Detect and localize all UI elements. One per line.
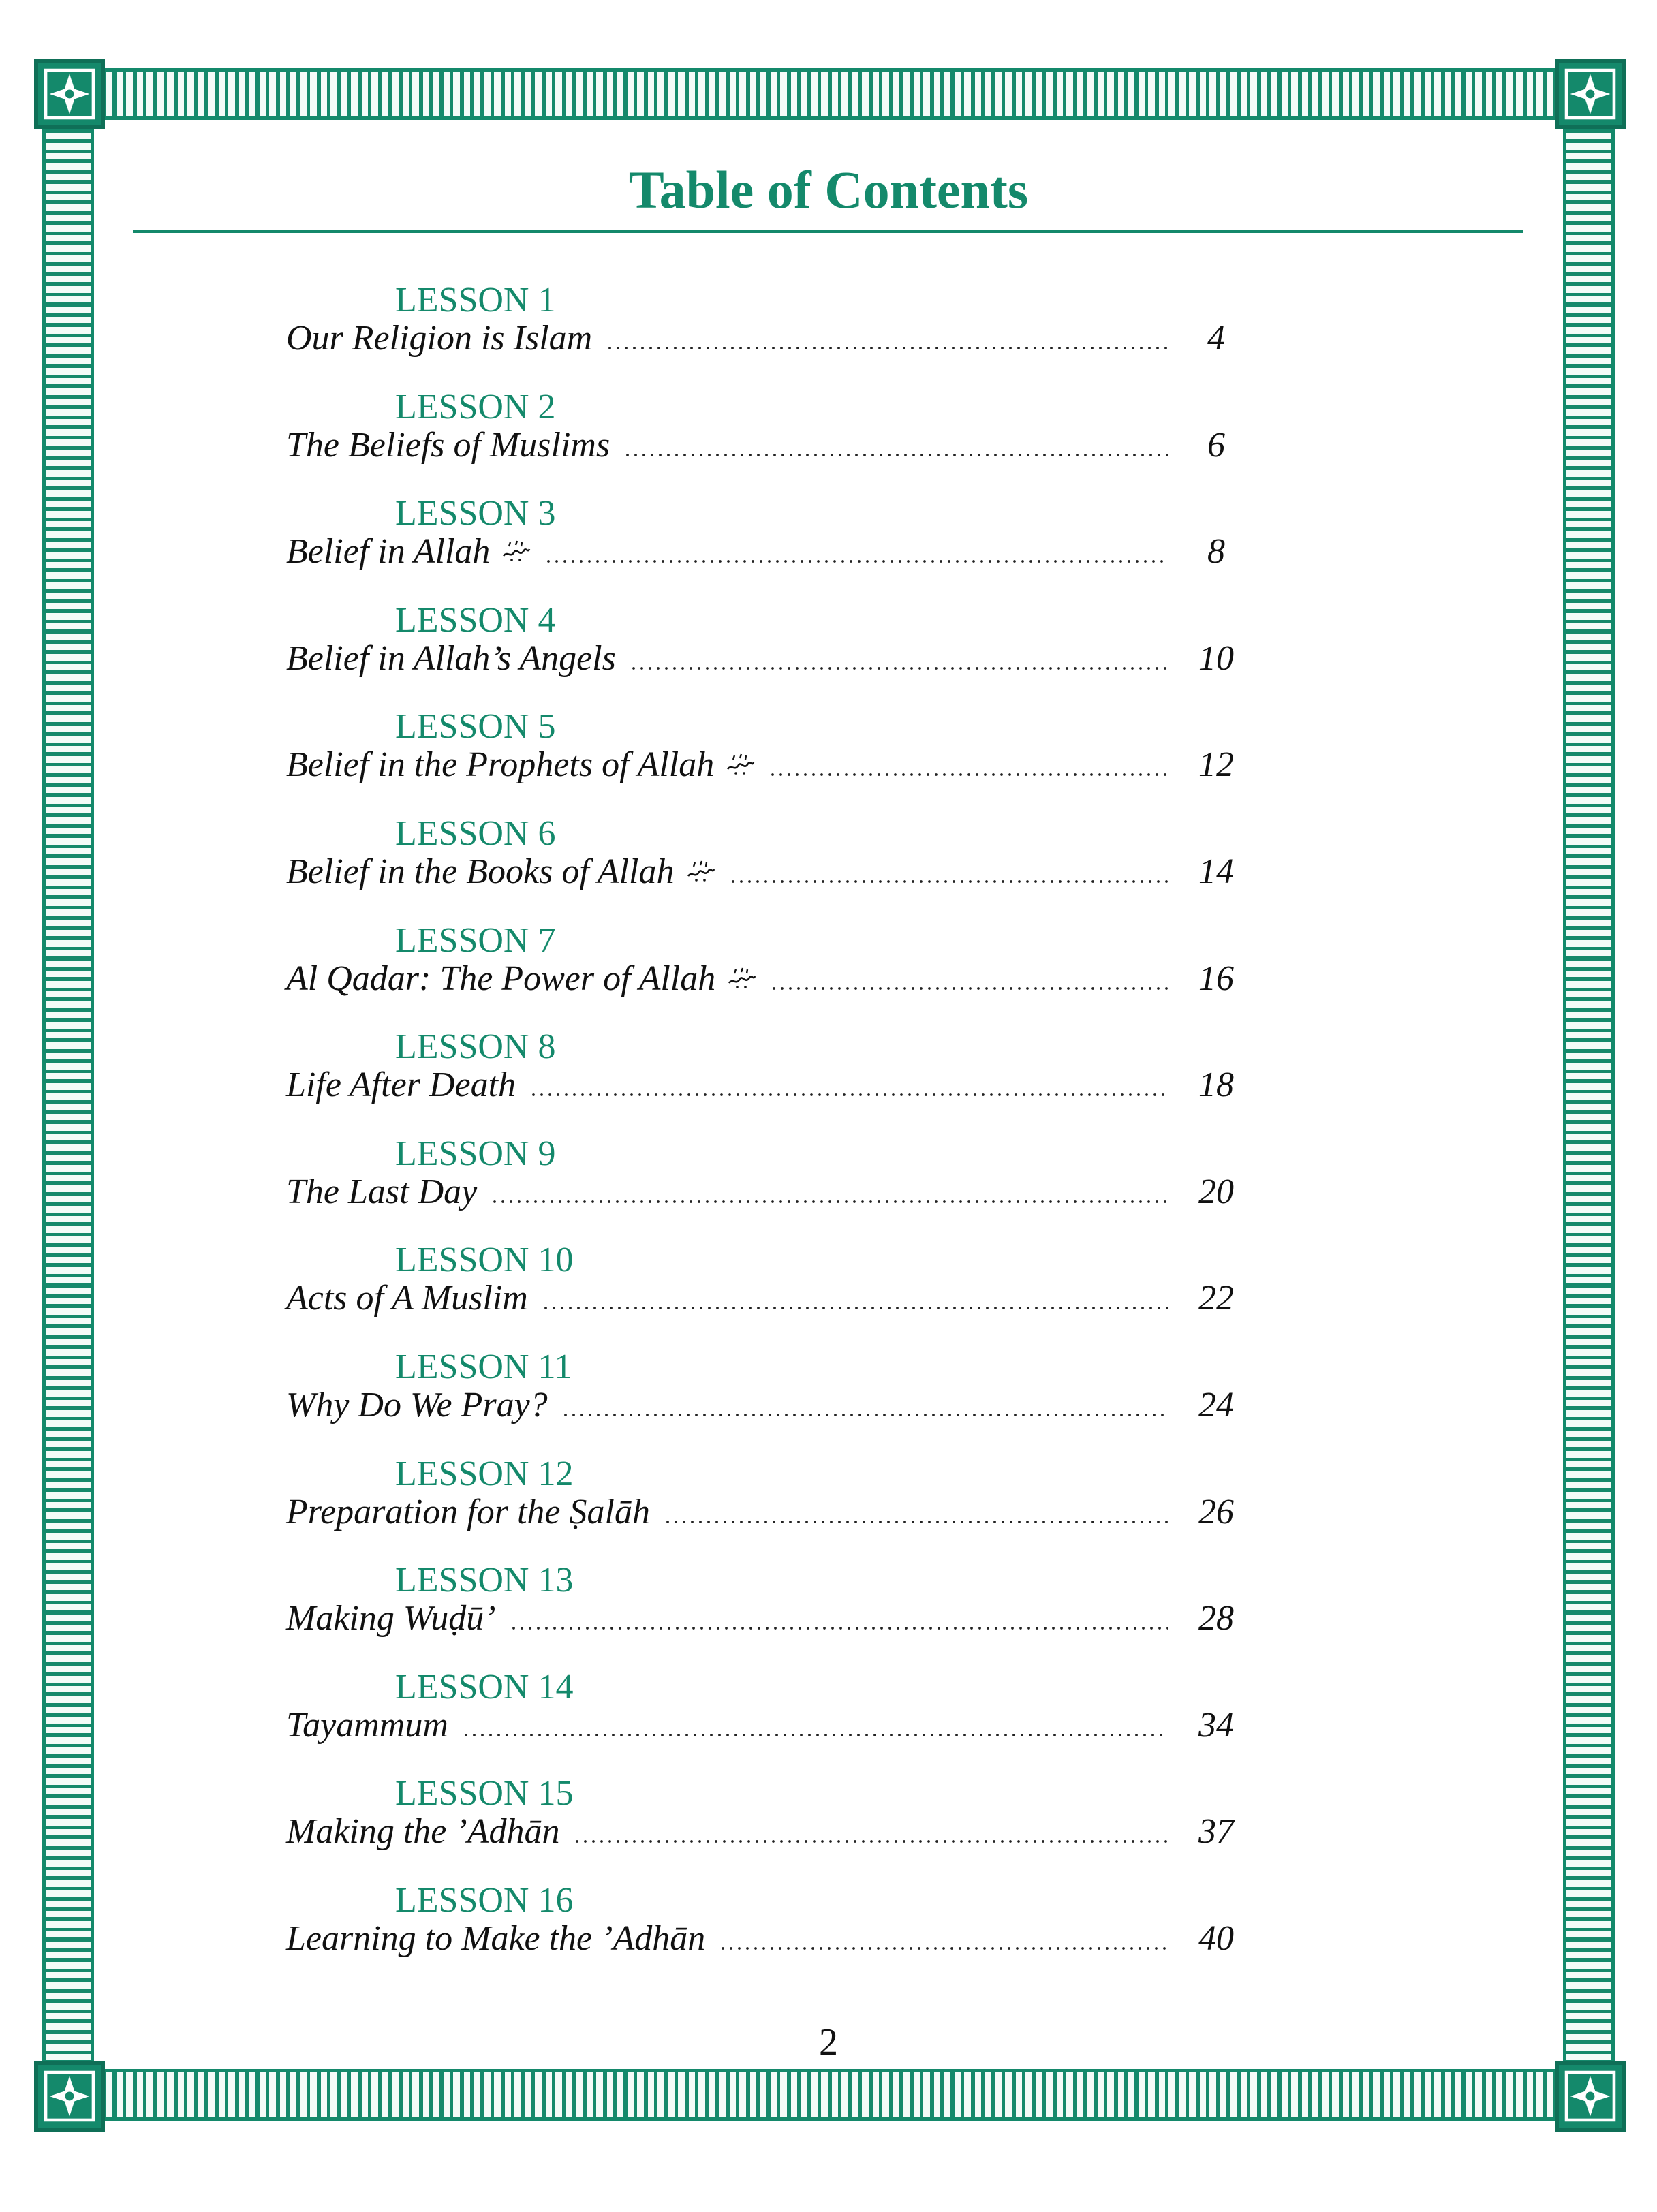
dot-leader (606, 346, 1168, 350)
lesson-label: LESSON 11 (395, 1347, 572, 1386)
lesson-title: Belief in Allah (286, 532, 491, 572)
page-reference: 8 (1207, 532, 1225, 572)
toc-entry-lesson-8[interactable] (286, 1026, 1254, 1133)
page-reference: 18 (1198, 1065, 1234, 1105)
lesson-label: LESSON 7 (395, 920, 556, 960)
frame-border-top (68, 68, 1589, 120)
dot-leader (542, 1306, 1168, 1310)
dot-leader (769, 773, 1168, 777)
floral-corner-icon (1555, 2061, 1626, 2132)
dot-leader (664, 1520, 1168, 1524)
dot-leader (462, 1733, 1168, 1737)
lesson-line (286, 1490, 1254, 1535)
lesson-label: LESSON 6 (395, 813, 556, 853)
frame-border-left (42, 119, 94, 2070)
toc-entry-lesson-9[interactable] (286, 1133, 1254, 1240)
page-reference: 28 (1198, 1599, 1234, 1638)
toc-entry-lesson-7[interactable] (286, 920, 1254, 1027)
dot-leader (623, 453, 1168, 457)
dot-leader (491, 1200, 1168, 1204)
lesson-line (286, 636, 1254, 681)
dot-leader (529, 1093, 1168, 1097)
page-reference: 14 (1198, 852, 1234, 891)
page-number: 2 (819, 2021, 838, 2063)
dot-leader (770, 986, 1168, 991)
dot-leader (630, 666, 1168, 670)
page-reference: 40 (1198, 1918, 1234, 1958)
page-reference: 34 (1198, 1705, 1234, 1745)
page-reference: 20 (1198, 1172, 1234, 1211)
lesson-line (286, 1703, 1254, 1748)
lesson-title: Preparation for the Ṣalāh (286, 1492, 650, 1531)
lesson-line (286, 1276, 1254, 1321)
lesson-label: LESSON 16 (395, 1880, 574, 1920)
lesson-line (286, 529, 1254, 574)
toc-entry-lesson-2[interactable] (286, 386, 1254, 493)
toc-entry-lesson-1[interactable] (286, 279, 1254, 386)
lesson-line (286, 423, 1254, 468)
page-reference: 16 (1198, 959, 1234, 998)
dot-leader (729, 879, 1168, 884)
dot-leader (561, 1413, 1168, 1417)
title-divider (133, 230, 1523, 233)
lesson-title: Al Qadar: The Power of Allah (286, 959, 716, 998)
floral-corner-icon (34, 59, 105, 129)
lesson-line (286, 1916, 1254, 1961)
page-reference: 37 (1198, 1812, 1234, 1852)
lesson-line (286, 316, 1254, 361)
lesson-title: The Beliefs of Muslims (286, 425, 610, 465)
lesson-title: Why Do We Pray? (286, 1385, 548, 1424)
toc-entry-lesson-6[interactable] (286, 813, 1254, 920)
toc-entry-lesson-15[interactable] (286, 1773, 1254, 1880)
dot-leader (573, 1839, 1168, 1843)
page-reference: 12 (1198, 745, 1234, 785)
lesson-title: Belief in the Prophets of Allah (286, 745, 715, 785)
lesson-label: LESSON 2 (395, 387, 556, 426)
frame-border-bottom (68, 2069, 1589, 2121)
arabic-honorific-icon (501, 529, 531, 554)
page-reference: 26 (1198, 1492, 1234, 1531)
page-reference: 6 (1207, 425, 1225, 465)
lesson-label: LESSON 8 (395, 1027, 556, 1067)
lesson-title: The Last Day (286, 1172, 478, 1211)
lesson-label: LESSON 1 (395, 281, 556, 320)
dot-leader (544, 559, 1168, 563)
page-reference: 10 (1198, 638, 1234, 678)
lesson-title: Making the ’Adhān (286, 1812, 560, 1852)
lesson-title: Belief in the Books of Allah (286, 852, 675, 891)
lesson-label: LESSON 14 (395, 1667, 574, 1707)
table-of-contents (286, 279, 1254, 1987)
lesson-label: LESSON 10 (395, 1241, 574, 1280)
toc-entry-lesson-16[interactable] (286, 1880, 1254, 1987)
dot-leader (719, 1946, 1168, 1950)
toc-entry-lesson-4[interactable] (286, 599, 1254, 706)
toc-entry-lesson-3[interactable] (286, 493, 1254, 599)
lesson-title: Making Wuḍū’ (286, 1599, 496, 1638)
lesson-line (286, 1383, 1254, 1428)
lesson-title: Belief in Allah’s Angels (286, 638, 616, 678)
arabic-honorific-icon (685, 850, 715, 874)
lesson-line (286, 743, 1254, 788)
lesson-label: LESSON 9 (395, 1134, 556, 1173)
lesson-line (286, 850, 1254, 894)
toc-entry-lesson-13[interactable] (286, 1559, 1254, 1666)
lesson-title: Life After Death (286, 1065, 516, 1105)
lesson-title: Tayammum (286, 1705, 448, 1745)
lesson-title: Our Religion is Islam (286, 319, 593, 358)
lesson-line (286, 1063, 1254, 1108)
lesson-label: LESSON 15 (395, 1774, 574, 1813)
lesson-line (286, 1170, 1254, 1215)
lesson-label: LESSON 12 (395, 1454, 574, 1493)
lesson-title: Learning to Make the ’Adhān (286, 1918, 706, 1958)
arabic-honorific-icon (725, 743, 755, 767)
toc-entry-lesson-10[interactable] (286, 1239, 1254, 1346)
lesson-line (286, 956, 1254, 1001)
page-reference: 22 (1198, 1279, 1234, 1318)
lesson-title: Acts of A Muslim (286, 1279, 528, 1318)
dot-leader (510, 1626, 1168, 1630)
toc-entry-lesson-14[interactable] (286, 1666, 1254, 1773)
page-reference: 24 (1198, 1385, 1234, 1424)
lesson-label: LESSON 5 (395, 707, 556, 747)
page-title: Table of Contents (628, 160, 1029, 219)
arabic-honorific-icon (726, 956, 756, 981)
frame-border-right (1563, 119, 1615, 2070)
floral-corner-icon (1555, 59, 1626, 129)
lesson-line (286, 1596, 1254, 1641)
floral-corner-icon (34, 2061, 105, 2132)
lesson-label: LESSON 13 (395, 1561, 574, 1600)
toc-entry-lesson-5[interactable] (286, 706, 1254, 813)
lesson-label: LESSON 3 (395, 494, 556, 533)
toc-entry-lesson-11[interactable] (286, 1346, 1254, 1453)
lesson-label: LESSON 4 (395, 600, 556, 640)
lesson-line (286, 1809, 1254, 1854)
page-reference: 4 (1207, 319, 1225, 358)
toc-entry-lesson-12[interactable] (286, 1453, 1254, 1560)
